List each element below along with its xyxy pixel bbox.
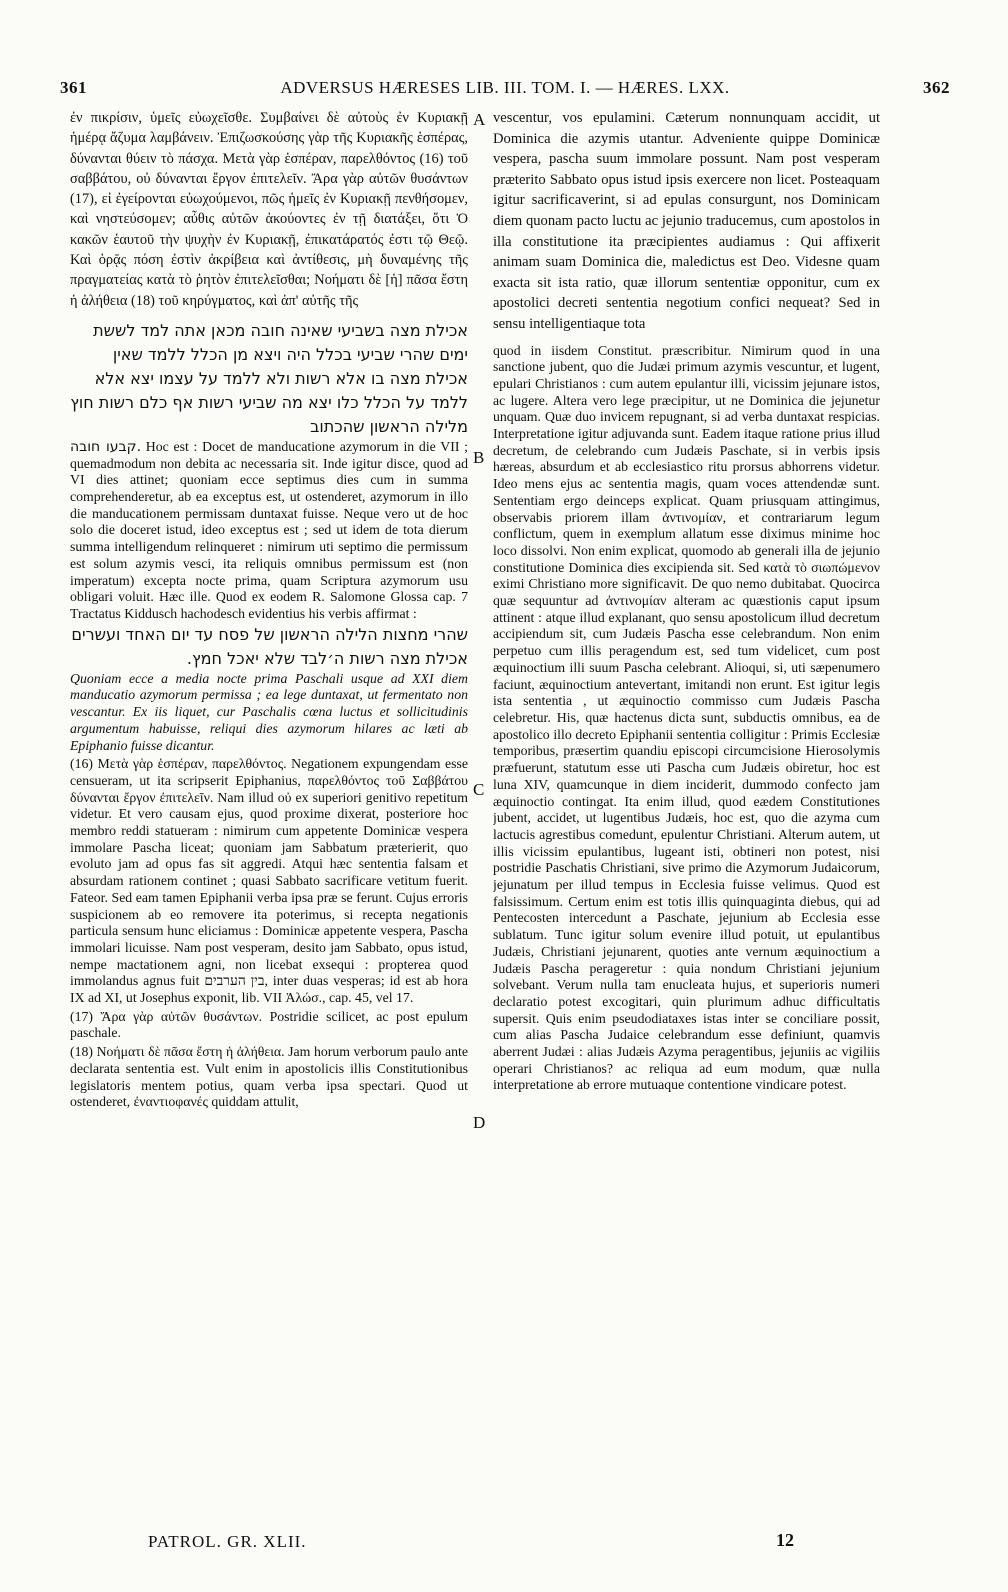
page-number-right: 362 [923,78,950,97]
margin-marker-b: B [473,448,485,467]
footnote-17: (17) Ἄρα γὰρ αὐτῶν θυσάντων. Postridie scilicet, ac post epulum paschale. [70,1008,468,1041]
margin-marker-c: C [473,780,485,799]
footnote-gloss-conclusion: Quoniam ecce a media nocte prima Paschali usque ad XXI diem manducatio azymorum permissa ; ea lege duntaxat, ut fermentato non vescantur. Ex iis liquet, cur Paschalis cœna luctus et sollicitudinis argumentum habuisse, reliqui dies azymorum hilares ac læti ab Epiphanio fuisse dicantur. [70,670,468,753]
footnote-latin-gloss: Hoc est : Docet de manducatione azymorum in die VII ; quemadmodum non debita ac necessaria sit. Inde igitur disce, quod ad VI dies attinet; quoniam ecce septimus dies cum in summa comprehenderetur, ab ea exceptus est, ut ostenderet, azymorum in illo die manducationem permissam duntaxat fuisse. Neque vero ut de hoc solo die doceret istud, ideo exceptus est ; sed ut idem de tota dierum summa intelligendum relinqueret : nimirum uti septimo die permissum est solum azymis vesci, ita reliquis omnibus permissum est (non imperatum) excepta nocte prima, quam Scriptura azymorum usu obligari voluit. Hæc ille. Quod ex eodem R. Salomone Glossa cap. 7 Tractatus Kiddusch hachodesch evidentius his verbis affirmat : [70,438,468,621]
margin-marker-d: D [473,1113,486,1132]
running-title: ADVERSUS HÆRESES LIB. III. TOM. I. — HÆRES. LXX. [280,78,730,97]
hebrew-quotation-2: שהרי מחצות הלילה הראשון של פסח עד יום האחד ועשרים אכילת מצה רשות ה׳לבד שלא יאכל חמץ. [71,624,468,668]
hebrew-quotation-1-tail: קבעו חובה. [70,438,142,455]
hebrew-quotation-1: אכילת מצה בשביעי שאינה חובה מכאן אתה למד לששת ימים שהרי שביעי בכלל היה ויצא מן הכלל ללמד שאין אכילת מצה בו אלא רשות ולא ללמד על עצמו יצא אלא ללמד על הכלל כלו יצא מה שביעי רשות אף כלם רשות חוץ מלילה הראשון שהכתוב [70,320,468,436]
footer-signature: PATROL. GR. XLII. [148,1532,307,1551]
right-column [493,108,880,1518]
left-column [70,108,468,1518]
greek-text: ἐν πικρίσιν, ὑμεῖς εὐωχεῖσθε. Συμβαίνει δὲ αὐτοὺς ἐν Κυριακῇ ἡμέρᾳ ἄζυμα λαμβάνειν. Ἐπιζωσκούσης γὰρ τῆς Κυριακῆς ἑσπέρας, δύνανται θύειν τὸ πάσχα. Μετὰ γὰρ ἑσπέραν, παρελθόντος (16) τοῦ σαββάτου, οὐ δύνανται ἔργον ἐπιτελεῖν. Ἄρα γὰρ αὐτῶν θυσάντων (17), εἰ ἐγείρονται εὐωχούμενοι, πῶς ἡμεῖς ἐν Κυριακῇ πενθήσομεν, καὶ νηστεύσομεν; αὖθις αὐτῶν ἀκούοντες ἐν τῇ διατάξει, ὅτι Ὁ κακῶν ἑαυτοῦ τὴν ψυχὴν ἐν Κυριακῇ, ἐπικατάρατός ἐστι τῷ Θεῷ. Καὶ ὁρᾷς πόση ἐστὶν ἀκρίβεια καὶ ἀντίθεσις, μὴ δυναμένης τῆς πραγματείας κατὰ τὸ ῥητὸν ἐπιτελεῖσθαι; Νοήματι δὲ [ἡ] πᾶσα ἔστη ἡ ἀλήθεια (18) τοῦ κηρύγματος, καὶ ἀπ' αὐτῆς τῆς [70,110,468,309]
page-number-left: 361 [60,78,87,97]
latin-translation: vescentur, vos epulamini. Cæterum nonnunquam accidit, ut Dominica die azymis utantur. Adveniente quippe Dominicæ vespera, pascha suum immolare possunt. Nam post vesperam præterito Sabbato opus istud ipsis exercere non licet. Posteaquam igitur sacrificaverint, si ad epulas consurgunt, nos Dominicam diem quonam pacto luctu ac jejunio traducemus, cum apostolos in illa constitutione ita præcipientes audiamus : Qui affixerit animam suam Dominica die, maledictus est Deo. Videsne quam exacta sit ista ratio, quæ illorum sententiæ opponitur, cum ex apostolici decreti sententia negotium confici nequeat? Sed in sensu intelligentiaque tota [493,110,880,332]
margin-marker-a: A [473,110,486,129]
footnote-hebrew-gloss [70,319,468,754]
footer-sheet-number: 12 [776,1530,794,1550]
footnote-continuation: quod in iisdem Constitut. præscribitur. Nimirum quod in una sanctione jubent, quo die Judæi primum azymis vescuntur, et lugent, epulari Christianos : cum autem epulantur illi, vicissim jejunare istos, ac lugere. Altera vero lege præcipitur, ut ne Dominica die jejunetur unquam. Quæ duo invicem repugnant, si ad verba duntaxat respicias. Interpretatione igitur adjuvanda sunt. Eadem itaque ratione prius illud decretum, de celebrando cum Judæis Paschate, si in verbis ipsis hæreas, absurdum et ab ecclesiastico ritu prorsus abhorrens videtur. Ideo mens ejus ac sententia magis, quam voces attendendæ sunt. Sententiam ergo deinceps explicat. Quam priusquam attingimus, observabis priorem illam ἀντινομίαν, et contrariarum legum conflictum, quem in exemplum allatum esse diximus minime hoc loco dissolvi. Non enim explicat, quomodo ab generali illa de jejunio constitutione Dominica dies excipienda sit. Sed κατὰ τὸ σιωπώμενον eximi Christiano more significavit. De quo nemo dubitabat. Quocirca quæ sequuntur ad ἀντινομίαν alteram ac quæstionis caput ipsum attinent : atque illud explanant, quo sensu apostolicum illud decretum accipiendum sit, cum Judæis Pascha esse celebrandum. Non enim perpetuo cum illis peragendum est, sed tum videlicet, cum post æquinoctium illi suum Pascha celebrant. Alioqui, si, uti sæpenumero faciunt, æquinoctium antevertant, imitandi non erunt. Est igitur legis ista sententia , ut æquinoctio commisso cum Judæis Pascha celebretur. His, quæ hactenus dicta sunt, subductis omnibus, ea de apostolico illo decreto Epiphanii sententia colligitur : Primis Ecclesiæ temporibus, præsertim quandiu episcopi circumcisione Hierosolymis præfuerunt, statutum esse uti Pascha cum Judæis obiretur, hoc est luna XIV, quamcunque in diem inciderit, dummodo confecto jam æquinoctio contingat. Ita enim illud, quod eædem Constitutiones jubent, accidet, ut lugentibus Judæis, hoc est, quo die azyma cum lactucis agrestibus comedunt, epulentur Christiani. Alterum autem, ut illis vicissim epulantibus, lugeant isti, obtineri non potest, nisi postridie Paschatis Christiani, sive primo die Azymorum Judaicorum, jejunatum per illud tempus in Ecclesia fuisse velimus. Quod est falsissimum. Certum enim est totis illis quinquaginta diebus, qui ad Pentecosten intercedunt a Paschate, jejunium ab Ecclesia esse sublatum. Tunc igitur solum evenire illud potuit, ut epulantibus Judæis, Christiani jejunarent, quoties ante vernum æquinoctium a Judæis Pascha perageretur : quia nondum Christiani jejunium solvebant. Verum nulla tam enucleata hujus, et superioris numeri declaratio potest excogitari, quin plurimum adhuc difficultatis supersit. Quis enim pseudodiataxes istas inter se conciliare possit, cum alias Pascha Judaice celebrandum esse definiunt, quamvis aberrent Judæi : alias Judæis Azyma peragentibus, jejuniis ac vigiliis operari Christianos? ac reliqua ad eum modum, quæ nulla interpretatione ab errore mutuaque contentione vindicare potest. [493,342,880,1093]
footnote-16: (16) Μετὰ γὰρ ἑσπέραν, παρελθόντος. Negationem expungendam esse censueram, ut ita scripserit Epiphanius, παρελθόντος τοῦ Σαββάτου δύνανται ἔργον ἐπιτελεῖν. Nam illud οὐ ex superiori genitivo repetitum videtur. Et vero causam ejus, quod proxime dixerat, posteriore hoc membro reddi statueram : nimirum cum appetente Dominicæ vespera immolare Pascha liceat; quoniam jam Sabbatum præterierit, quo evoluto jam ad opus fas sit aggredi. Atqui hæc sententia falsam et absurdam rationem continet ; quasi Sabbato sacrificare vetitum fuerit. Fateor. Sed eam tamen Epiphanii verba ipsa præ se ferunt. Cujus erroris suspicionem ab eo removere ita poterimus, si recepta negationis particula sensum hunc eliciamus : Dominicæ appetente vespera, Pascha immolari licuisse. Nam post vesperam, desito jam Sabbato, opus istud, nempe mactationem agni, non licebat exsequi : propterea quod immolandus agnus fuit בין הערבים, inter duas vesperas; id est ab hora IX ad XI, ut Josephus exponit, lib. VII Ἁλώσ., cap. 45, vel 17. [70,756,468,1006]
running-header [60,78,950,102]
footnote-18: (18) Νοήματι δὲ πᾶσα ἔστη ἡ ἀλήθεια. Jam horum verborum paulo ante declarata sententia est. Vult enim in apostolicis illis Constitutionibus legislatoris mentem potius, quam verba ipsa spectari. Quod ut ostenderet, ἐναντιοφανές quiddam attulit, [70,1044,468,1110]
